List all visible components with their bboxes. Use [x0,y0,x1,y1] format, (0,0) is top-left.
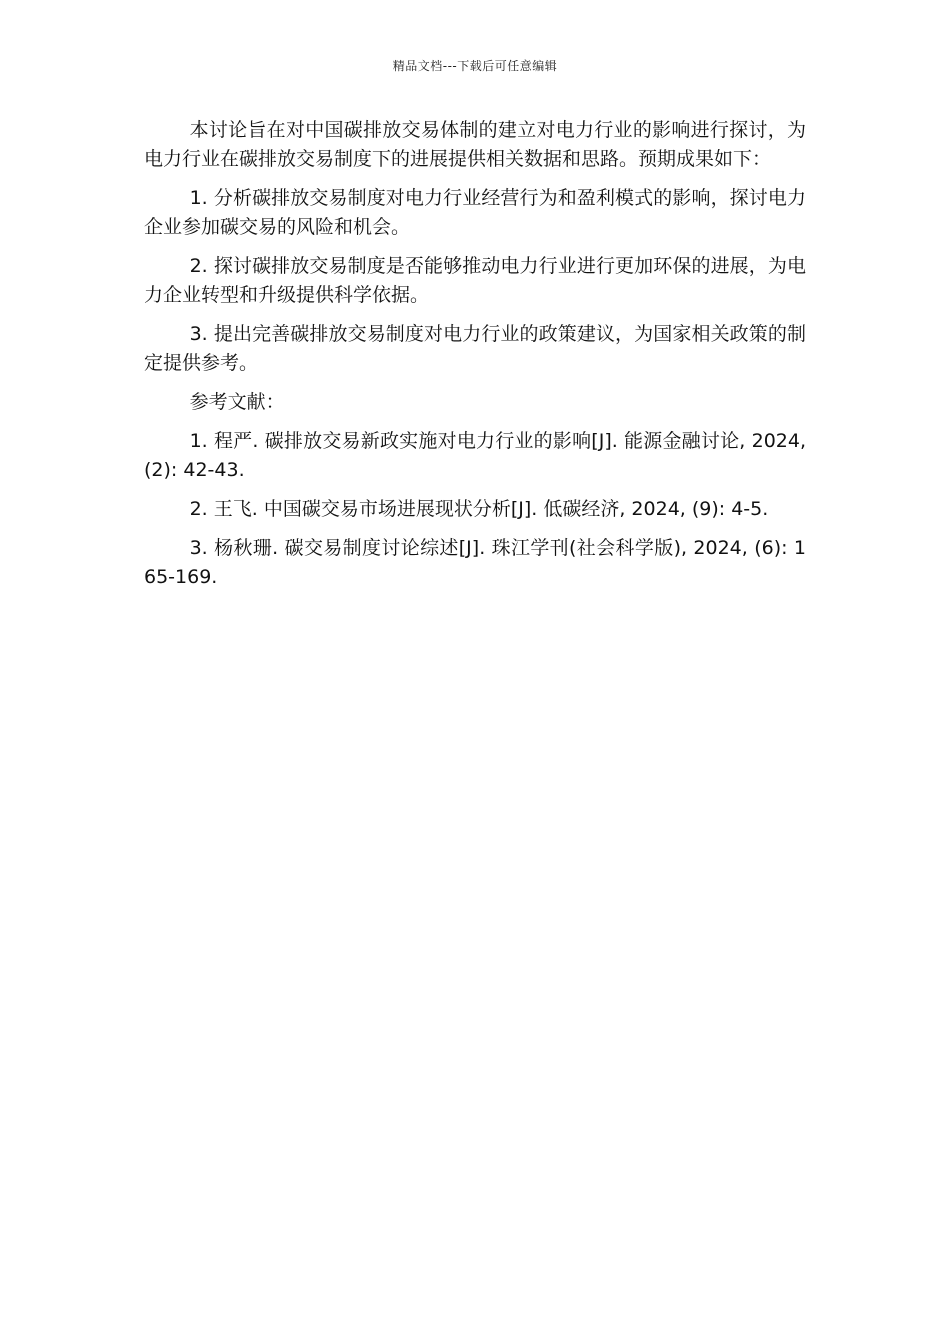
page-header: 精品文档---下载后可任意编辑 [392,59,558,73]
outcome-item: 2. 探讨碳排放交易制度是否能够推动电力行业进行更加环保的进展，为电力企业转型和升级提供科学依据。 [144,255,806,306]
intro-paragraph: 本讨论旨在对中国碳排放交易体制的建立对电力行业的影响进行探讨，为电力行业在碳排放交易制度下的进展提供相关数据和思路。预期成果如下： [144,119,806,170]
reference-item: 2. 王飞. 中国碳交易市场进展现状分析[J]. 低碳经济, 2024, (9): 4-5. [189,498,769,520]
outcome-item: 1. 分析碳排放交易制度对电力行业经营行为和盈利模式的影响，探讨电力企业参加碳交易的风险和机会。 [144,187,806,238]
document-body [144,116,806,602]
reference-item: 1. 程严. 碳排放交易新政实施对电力行业的影响[J]. 能源金融讨论, 2024, (2): 42-43. [144,430,806,481]
outcome-item: 3. 提出完善碳排放交易制度对电力行业的政策建议，为国家相关政策的制定提供参考。 [144,323,806,374]
reference-item: 3. 杨秋珊. 碳交易制度讨论综述[J]. 珠江学刊(社会科学版), 2024, (6): 165-169. [144,537,806,588]
references-heading: 参考文献： [189,391,285,413]
